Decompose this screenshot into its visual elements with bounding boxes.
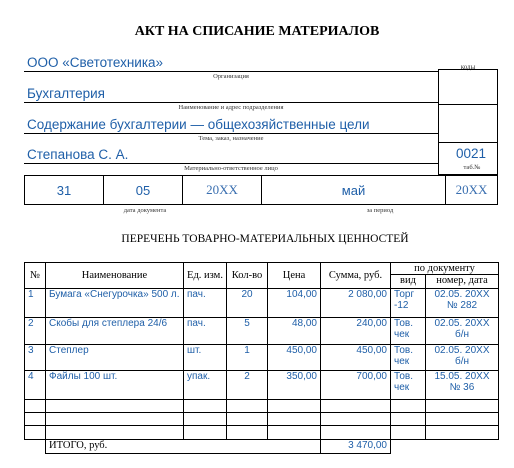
dates-box [24,175,498,205]
cell-unit: упак. [184,371,227,400]
table-row [25,318,499,345]
empty-row [25,400,499,413]
cell-qty: 5 [227,318,268,345]
items-table [24,262,499,454]
cell-qty: 2 [227,371,268,400]
cell-unit: шт. [184,345,227,371]
cell-doc: 02.05. 20XX б/н [426,345,499,371]
period-month: май [262,176,446,204]
header-doc: по документу [391,263,499,275]
period-year: 20XX [455,182,488,197]
table-row [25,345,499,371]
table-row [25,371,499,400]
table-row [25,289,499,318]
department-caption: Наименование и адрес подразделения [178,104,284,111]
cell-price: 450,00 [268,345,321,371]
cell-doc-type: Тов. чек [391,318,426,345]
cell-name: Файлы 100 шт. [46,371,184,400]
topic-caption: Тема, заказ, назначение [198,135,264,142]
total-value: 3 470,00 [321,440,391,454]
date-day: 31 [25,176,104,204]
codes-label: коды [460,63,476,71]
topic-value: Содержание бухгалтерии — общехозяйственные цели [27,117,370,132]
date-caption: дата документа [123,207,167,214]
cell-name: Степлер [46,345,184,371]
responsible-caption: Материально-ответственное лицо [184,165,278,172]
cell-name: Скобы для степлера 24/6 [46,318,184,345]
cell-name: Бумага «Снегурочка» 500 л. [46,289,184,318]
cell-qty: 20 [227,289,268,318]
cell-doc-type: Торг -12 [391,289,426,318]
header-no: № [25,263,46,289]
tab-number-caption: таб.№ [463,164,481,171]
cell-qty: 1 [227,345,268,371]
empty-row [25,413,499,426]
responsible-value: Степанова С. А. [27,147,129,162]
header-qty: Кол-во [227,263,268,289]
cell-price: 48,00 [268,318,321,345]
header-doc-no: номер, дата [426,275,499,289]
department-value: Бухгалтерия [27,86,105,101]
cell-doc: 02.05. 20XX б/н [426,318,499,345]
empty-row [25,426,499,440]
cell-unit: пач. [184,289,227,318]
cell-price: 350,00 [268,371,321,400]
cell-unit: пач. [184,318,227,345]
cell-doc: 02.05. 20XX № 282 [426,289,499,318]
date-year: 20XX [183,176,262,204]
cell-sum: 2 080,00 [321,289,391,318]
period-caption: за период [366,207,394,214]
list-title: ПЕРЕЧЕНЬ ТОВАРНО-МАТЕРИАЛЬНЫХ ЦЕННОСТЕЙ [121,233,409,245]
header-price: Цена [268,263,321,289]
header-sum: Сумма, руб. [321,263,391,289]
organization-caption: Организация [213,73,249,80]
cell-doc-type: Тов. чек [391,345,426,371]
cell-sum: 450,00 [321,345,391,371]
date-month: 05 [104,176,183,204]
total-label: ИТОГО, руб. [46,440,321,454]
cell-no: 3 [25,345,46,371]
cell-sum: 700,00 [321,371,391,400]
cell-no: 1 [25,289,46,318]
header-doc-type: вид [391,275,426,289]
organization-value: ООО «Светотехника» [27,55,164,70]
tab-number: 0021 [455,146,486,161]
document-title: АКТ НА СПИСАНИЕ МАТЕРИАЛОВ [134,24,380,39]
cell-no: 4 [25,371,46,400]
cell-sum: 240,00 [321,318,391,345]
header-unit: Ед. изм. [184,263,227,289]
header-name: Наименование [46,263,184,289]
cell-no: 2 [25,318,46,345]
cell-doc-type: Тов. чек [391,371,426,400]
total-row [25,440,499,454]
cell-price: 104,00 [268,289,321,318]
cell-doc: 15.05. 20XX № 36 [426,371,499,400]
